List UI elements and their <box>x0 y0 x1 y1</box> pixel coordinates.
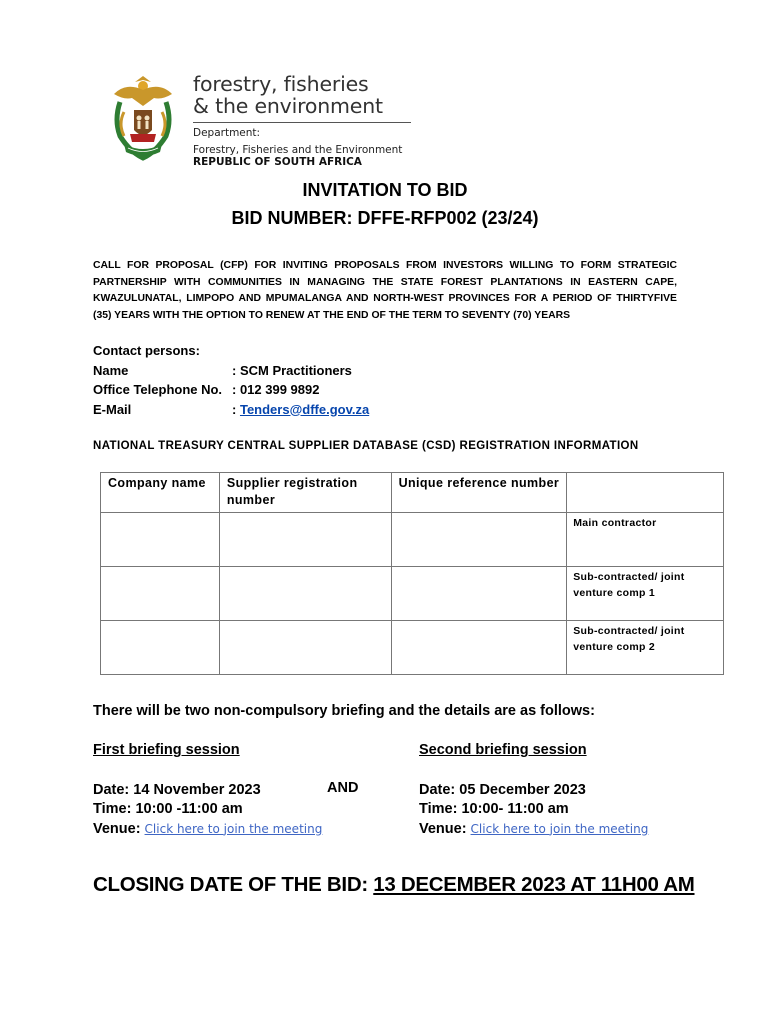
table-cell[interactable] <box>219 513 391 567</box>
contact-email-row <box>93 400 369 420</box>
briefing-intro: There will be two non-compulsory briefing and the details are as follows: <box>93 703 595 719</box>
csd-heading: NATIONAL TREASURY CENTRAL SUPPLIER DATABASE (CSD) REGISTRATION INFORMATION <box>93 440 639 452</box>
table-cell[interactable] <box>101 513 220 567</box>
closing-date-label: CLOSING DATE OF THE BID: <box>93 873 368 896</box>
call-for-proposal-text: CALL FOR PROPOSAL (CFP) FOR INVITING PROPOSALS FROM INVESTORS WILLING TO FORM STRATEGIC PARTNERSHIP WITH COMMUNITIES IN MANAGING THE STATE FOREST PLANTATIONS IN EASTERN CAPE, KWAZULUNATAL, LIMPOPO AND MPUMALANGA AND NORTH-WEST PROVINCES FOR A PERIOD OF THIRTYFIVE (35) YEARS WITH THE OPTION TO RENEW AT THE END OF THE TERM TO SEVENTY (70) YEARS <box>93 260 677 321</box>
second-briefing-session <box>419 741 648 839</box>
table-cell[interactable] <box>101 621 220 675</box>
first-meeting-link[interactable]: Click here to join the meeting <box>144 821 323 836</box>
column-header <box>567 473 724 513</box>
table-cell[interactable] <box>101 567 220 621</box>
venue-label: Venue: <box>93 820 141 837</box>
column-header: Supplier registration number <box>219 473 391 513</box>
wordmark-line-2: & the environment <box>193 94 383 118</box>
table-cell <box>567 513 724 567</box>
closing-date-line <box>93 873 695 897</box>
country-name: REPUBLIC OF SOUTH AFRICA <box>193 156 362 168</box>
first-briefing-session <box>93 741 322 839</box>
table-row <box>101 621 724 675</box>
second-briefing-venue <box>419 820 648 840</box>
document-title: INVITATION TO BID <box>302 180 468 200</box>
contact-heading: Contact persons: <box>93 343 200 358</box>
name-value: : SCM Practitioners <box>232 362 352 378</box>
table-row <box>101 567 724 621</box>
phone-label: Office Telephone No. <box>93 382 223 397</box>
table-cell <box>567 621 724 675</box>
second-meeting-link[interactable]: Click here to join the meeting <box>470 821 649 836</box>
wordmark-divider <box>193 122 411 123</box>
csd-registration-table <box>100 472 724 675</box>
and-separator: AND <box>327 780 359 796</box>
second-briefing-date: Date: 05 December 2023 <box>419 781 586 798</box>
email-label: E-Mail <box>93 401 132 417</box>
bid-number: BID NUMBER: DFFE-RFP002 (23/24) <box>231 208 539 228</box>
department-wordmark <box>193 73 411 169</box>
table-header-row <box>101 473 724 513</box>
department-label: Department: <box>193 127 261 139</box>
second-briefing-heading: Second briefing session <box>419 742 587 758</box>
table-cell[interactable] <box>391 621 567 675</box>
row-role-label: Sub-contracted/ joint venture comp 1 <box>573 571 685 599</box>
column-header: Company name <box>101 473 220 513</box>
row-role-label: Main contractor <box>573 517 657 529</box>
name-label: Name <box>93 362 129 378</box>
coat-of-arms-logo <box>106 72 180 164</box>
first-briefing-date: Date: 14 November 2023 <box>93 781 261 798</box>
email-link[interactable]: Tenders@dffe.gov.za <box>239 401 370 417</box>
column-header: Unique reference number <box>391 473 567 513</box>
second-briefing-time: Time: 10:00- 11:00 am <box>419 801 569 817</box>
table-cell[interactable] <box>391 567 567 621</box>
table-row <box>101 513 724 567</box>
email-prefix: : <box>232 401 237 417</box>
closing-date-value: 13 DECEMBER 2023 AT 11H00 AM <box>373 873 695 896</box>
table-cell <box>567 567 724 621</box>
phone-value: : 012 399 9892 <box>232 382 320 397</box>
first-briefing-venue <box>93 820 322 840</box>
venue-label: Venue: <box>419 820 467 837</box>
department-name: Forestry, Fisheries and the Environment <box>193 143 403 156</box>
contact-name-row <box>93 361 369 381</box>
table-cell[interactable] <box>391 513 567 567</box>
row-role-label: Sub-contracted/ joint venture comp 2 <box>573 625 685 653</box>
first-briefing-heading: First briefing session <box>93 742 240 758</box>
table-cell[interactable] <box>219 621 391 675</box>
contact-persons-block <box>93 341 369 419</box>
wordmark-line-1: forestry, fisheries <box>193 72 369 96</box>
first-briefing-time: Time: 10:00 -11:00 am <box>93 801 243 817</box>
contact-phone-row <box>93 380 369 400</box>
table-cell[interactable] <box>219 567 391 621</box>
